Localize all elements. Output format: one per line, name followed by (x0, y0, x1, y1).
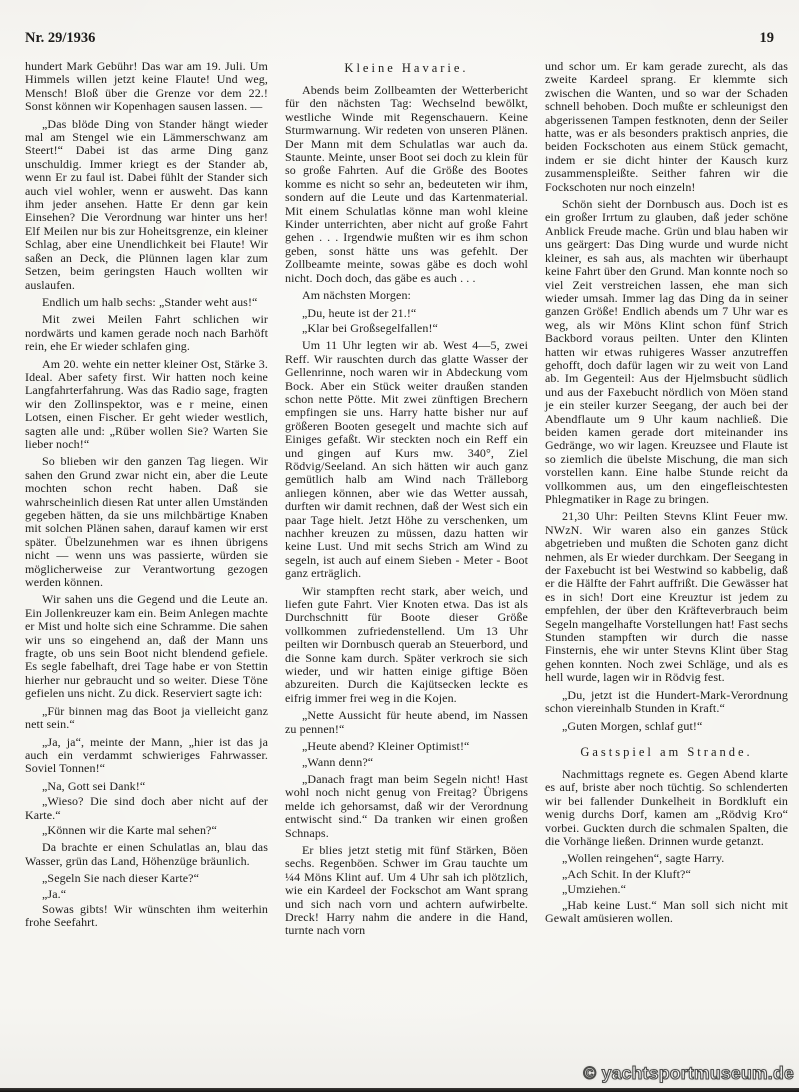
article-paragraph: „Danach fragt man beim Segeln nicht! Hast wohl noch nicht genug von Freitag? Übrigens melde ich gehorsamst, daß wir der Verordnung entwischt sind.“ Da tranken wir einen großen Schnaps. (285, 771, 528, 840)
page-number: 19 (759, 30, 774, 46)
article-paragraph: „Wollen reingehen“, sagte Harry. (562, 851, 725, 866)
text-column-1 (25, 60, 268, 942)
page-header (25, 30, 786, 47)
article-paragraph: Nachmittags regnete es. Gegen Abend klarte es auf, briste aber noch tüchtig. So schlenderten wir bei fallender Dunkelheit in Bordkluft ein wenig durchs Dorf, kamen am „Rödvig Kro“ vorbei. Guckten durch die schmalen Spalten, die die Vorhänge ließen. Drinnen wurde getanzt. (545, 766, 788, 848)
section-heading: Kleine Havarie. (344, 61, 469, 75)
article-paragraph: „Klar bei Großsegelfallen!“ (302, 320, 438, 335)
article-paragraph: „Umziehen.“ (562, 882, 627, 897)
article-paragraph: „Ja.“ (42, 886, 67, 901)
article-paragraph: hundert Mark Gebühr! Das war am 19. Juli. Um Himmels willen jetzt keine Flaute! Und weg, Mensch! Bloß über die Grenze vor dem 22.! Sonst können wir Kopenhagen sausen lassen. — (25, 59, 268, 114)
article-paragraph: „Für binnen mag das Boot ja vielleicht ganz nett sein.“ (25, 703, 268, 732)
article-paragraph: „Hab keine Lust.“ Man soll sich nicht mit Gewalt amüsieren wollen. (545, 897, 788, 925)
article-paragraph: „Na, Gott sei Dank!“ (42, 778, 146, 793)
article-paragraph: „Heute abend? Kleiner Optimist!“ (302, 739, 470, 754)
article-paragraph: „Guten Morgen, schlaf gut!“ (562, 718, 703, 733)
article-paragraph: „Wann denn?“ (302, 754, 374, 769)
article-columns (25, 60, 786, 942)
article-paragraph: Wir sahen uns die Gegend und die Leute an. Ein Jollenkreuzer kam ein. Beim Anlegen machte er Mist und holte sich eine Schramme. Die sahen wir uns so eingehend an, daß der Mann uns fragte, ob uns sein Boot nicht blendend gefiele. Es segle fabelhaft, drei Tage habe er von Stettin hierher nur gebraucht und so weiter. Diese Töne gefielen uns nicht. Zu dick. Reserviert sagte ich: (25, 592, 268, 701)
article-paragraph: Mit zwei Meilen Fahrt schlichen wir nordwärts und kamen gerade noch nach Barhöft rein, ehe Er wieder schlafen ging. (25, 312, 268, 354)
article-paragraph: Am nächsten Morgen: (302, 288, 411, 303)
article-paragraph: So blieben wir den ganzen Tag liegen. Wir sahen den Grund zwar nicht ein, aber die Leute mochten schon recht haben. Daß sie wahrscheinlich diesen Rat unter allen Umständen gegeben hätten, da sie uns milchbärtige Knaben mit solchen Plänen sahen, darauf kamen wir erst später. Übelzunehmen war es ihnen übrigens nicht — wenn uns was passierte, würden sie möglicherweise zur Verantwortung gezogen werden können. (25, 454, 268, 590)
article-paragraph: Sowas gibts! Wir wünschten ihm weiterhin frohe Seefahrt. (25, 901, 268, 930)
article-paragraph: Schön sieht der Dornbusch aus. Doch ist es ein großer Irrtum zu glauben, daß jeder schöne Anblick Freude mache. Grün und blau haben wir uns geärgert: Das Ding wurde und wurde nicht kleiner, es sah aus, als machten wir überhaupt keine Fahrt über den Grund. Man konnte noch so viel Zeit verstreichen lassen, ehe man sich wieder umsah. Immer lag das Ding da in seiner ganzen Größe! Endlich abends um 7 Uhr war es weg, als wir Möns Klint schon fünf Strich Backbord voraus peilten. Unter den Klinten hatten wir etwas ruhigeres Wasser anzutreffen gehofft, doch dafür lagen wir zu weit von Land ab. Im Gegenteil: Aus der Hjelmsbucht südlich und aus der Faxebucht nördlich von Möen stand je ein steiler kurzer Seegang, der auch bei der Abendflaute um 9 Uhr kaum nachließ. Die beiden kamen gerade dort miteinander ins Gedränge, wo wir lagen. Kreuzsee und Flaute ist so ziemlich die übelste Mischung, die man sich vorstellen kann. Eine halbe Stunde reicht da vollkommen aus, um den eingefleischtesten Phlegmatiker in Rage zu bringen. (545, 197, 788, 506)
article-paragraph: „Ach Schit. In der Kluft?“ (562, 866, 691, 881)
text-column-3 (545, 60, 788, 942)
scan-edge (0, 1088, 799, 1092)
issue-number: Nr. 29/1936 (25, 30, 96, 46)
article-paragraph: Abends beim Zollbeamten der Wetterbericht für den nächsten Tag: Wechselnd bewölkt, westliche Winde mit Regenschauern. Keine Sturmwarnung. Wir redeten von unseren Plänen. Der Mann mit dem Schulatlas war auch da. Staunte. Meinte, unser Boot sei doch zu klein für so große Fahrten. Auf die Größe des Bootes komme es nicht so sehr an, bedeuteten wir ihm, sondern auf die Leute und das Kartenmaterial. Mit einem Schulatlas könne man wohl kleine Kinder unterrichten, aber nicht auf große Fahrt gehen . . . Irgendwie mußten wir es ihm schon geben, sonst hätte uns was gefehlt. Der Zollbeamte meinte, sowas gäbe es doch wohl nicht. Doch doch, das gäbe es auch . . . (285, 83, 528, 285)
article-paragraph: Um 11 Uhr legten wir ab. West 4—5, zwei Reff. Wir rauschten durch das glatte Wasser der Gellenrinne, noch waren wir in Abdeckung vom Bock. Aber ein Stück weiter draußen standen schon nette Pötte. Mit zwei zünftigen Brechern empfingen sie uns. Harry hatte bisher nur auf größeren Booten gesegelt und machte sich auf Einiges gefaßt. Wir steckten noch ein Reff ein und gingen auf Kurs mw. 340°, Ziel Rödvig/Seeland. An sich hätten wir auch ganz gemütlich halb am Wind nach Trälleborg anliegen können, aber wie das Wetter aussah, durften wir damit rechnen, daß der West sich ein paar Tage hielt. Jetzt Höhe zu verschenken, um nachher kreuzen zu müssen, dazu hatten wir keine Lust. Und mit sechs Strich am Wind zu segeln, ist auch auf einem Sieben - Meter - Boot ganz erträglich. (285, 338, 528, 581)
article-paragraph: 21,30 Uhr: Peilten Stevns Klint Feuer mw. NWzN. Wir waren also ein ganzes Stück abgetrieben und mußten die Schoten ganz dicht nehmen, als Er wieder durchkam. Der Seegang in der Faxebucht ist bei Westwind so kabbelig, daß er die Hälfte der Fahrt auffrißt. Die Gewässer hat es in sich! Dort eine Kreuztur ist jedem zu empfehlen, der über den Kräfteverbrauch beim Segeln mangelhafte Vorstellungen hat! Fast sechs Stunden stampften wir durch die nasse Finsternis, ehe wir unter Stevns Klint über Stag gehen konnten. Noch zwei Schläge, und als es hell wurde, lagen wir in Rödvig fest. (545, 509, 788, 685)
text-column-2 (285, 60, 528, 942)
article-paragraph: Wir stampften recht stark, aber weich, und liefen gute Fahrt. Vier Knoten etwa. Das ist als Durchschnitt für Boote dieser Größe vollkommen zufriedenstellend. Um 13 Uhr peilten wir Dornbusch querab an Steuerbord, und die Sonne kam durch. Später verkroch sie sich wieder, und wir hatten einige giftige Böen abzureiten. Durch die Kajütsecken leckte es eifrig immer frei weg in die Kojen. (285, 583, 528, 705)
article-paragraph: „Das blöde Ding von Stander hängt wieder mal am Stengel wie ein Lämmerschwanz am Steert!“ Dabei ist das arme Ding ganz unschuldig. Immer kriegt es der Stander ab, wenn Er zu faul ist. Dabei fühlt der Stander sich auch viel wohler, wenn er ausweht. Das kann ihm jeder ansehen. Hatte Er denn gar kein Einsehen? Die Verordnung war hinter uns her! Elf Meilen nur bis zur Hoheitsgrenze, ein kleiner Schlag, aber eine Unendlichkeit bei Flaute! Wir saßen an Deck, die Plünnen lagen klar zum Setzen, beim geringsten Hauch wollten wir auslaufen. (25, 116, 268, 292)
article-paragraph: „Du, heute ist der 21.!“ (302, 305, 417, 320)
article-paragraph: „Wieso? Die sind doch aber nicht auf der Karte.“ (25, 794, 268, 822)
article-paragraph: Am 20. wehte ein netter kleiner Ost, Stärke 3. Ideal. Aber safety first. Wir hatten noch keine Langfahrterfahrung. Was das Radio sage, fragten wir den Zollinspektor, was e r meine, einen Lotsen, einen Fischer. Er geht wieder westlich, sagten alle und: „Rüber wollen Sie? Warten Sie lieber noch!“ (25, 356, 268, 451)
section-heading: Gastspiel am Strande. (580, 744, 753, 759)
article-paragraph: „Können wir die Karte mal sehen?“ (42, 822, 217, 837)
article-paragraph: Da brachte er einen Schulatlas an, blau das Wasser, grün das Land, Höhenzüge bräunlich. (25, 840, 268, 868)
watermark: © yachtsportmuseum.de (583, 1063, 794, 1083)
article-paragraph: „Ja, ja“, meinte der Mann, „hier ist das ja auch ein verdammt schwieriges Fahrwasser. Soviel Tonnen!“ (25, 734, 268, 776)
article-paragraph: „Segeln Sie nach dieser Karte?“ (42, 871, 200, 886)
article-paragraph: „Du, jetzt ist die Hundert-Mark-Verordnung schon viereinhalb Stunden in Kraft.“ (545, 687, 788, 716)
article-paragraph: Er blies jetzt stetig mit fünf Stärken, Böen sechs. Regenböen. Schwer im Grau tauchte um ¼4 Möns Klint auf. Um 4 Uhr sah ich plötzlich, wie ein Kardeel der Fockschot am Want sprang und sich nach vorn und achtern aufwirbelte. Dreck! Harry nahm die andere in die Hand, turnte nach vorn (285, 842, 528, 938)
article-paragraph: „Nette Aussicht für heute abend, im Nassen zu pennen!“ (285, 708, 528, 736)
article-paragraph: Endlich um halb sechs: „Stander weht aus!“ (42, 294, 258, 309)
article-paragraph: und schor um. Er kam gerade zurecht, als das zweite Kardeel sprang. Er klemmte sich zwischen die Wanten, und so war der Schaden schnell behoben. Doch mußte er schleunigst den abgerissenen Tampen festknoten, denn der Seiler hatte, was er als besonders praktisch anpries, die beiden Fockschoten aus einem Stück gemacht, indem er sie dicht hinter der Kausch kurz zusammenspleißte. Seither fahren wir die Fockschoten nur noch einzeln! (545, 59, 788, 194)
